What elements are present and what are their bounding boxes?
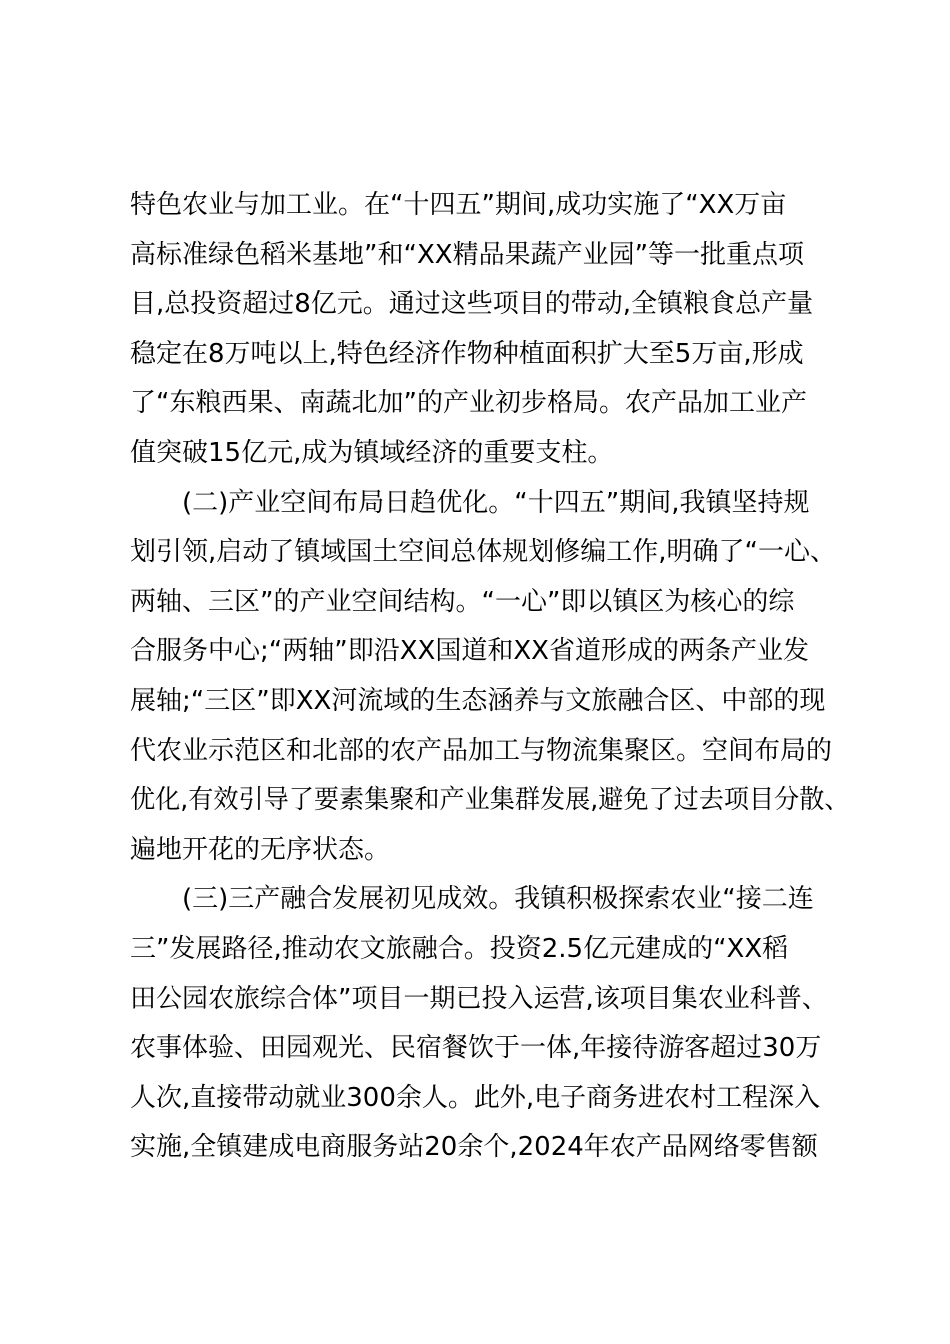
line-text: (二)产业空间布局日趋优化。“十四五”期间,我镇坚持规 bbox=[182, 487, 810, 518]
line-text: (三)三产融合发展初见成效。我镇积极探索农业“接二连 bbox=[182, 884, 814, 915]
line-text: 优化,有效引导了要素集聚和产业集群发展,避免了过去项目分散、 bbox=[130, 785, 850, 816]
line-text: 田公园农旅综合体”项目一期已投入运营,该项目集农业科普、 bbox=[130, 983, 828, 1014]
text-line bbox=[130, 429, 850, 479]
text-line bbox=[130, 975, 850, 1025]
text-line bbox=[130, 627, 850, 677]
line-text: 实施,全镇建成电商服务站20余个,2024年农产品网络零售额 bbox=[130, 1132, 818, 1163]
text-line bbox=[130, 826, 850, 876]
text-line bbox=[130, 925, 850, 975]
text-line bbox=[130, 330, 850, 380]
line-text: 值突破15亿元,成为镇域经济的重要支柱。 bbox=[130, 437, 614, 468]
paragraph-1 bbox=[130, 181, 850, 479]
text-line bbox=[130, 1024, 850, 1074]
line-text: 划引领,启动了镇域国土空间总体规划修编工作,明确了“一心、 bbox=[130, 537, 836, 568]
text-line bbox=[130, 776, 850, 826]
line-text: 特色农业与加工业。在“十四五”期间,成功实施了“XX万亩 bbox=[130, 190, 787, 220]
text-line bbox=[130, 1074, 850, 1124]
line-text: 展轴;“三区”即XX河流域的生态涵养与文旅融合区、中部的现 bbox=[130, 685, 826, 716]
text-line bbox=[130, 578, 850, 628]
text-line bbox=[130, 677, 850, 727]
text-line bbox=[130, 727, 850, 777]
text-line bbox=[130, 181, 850, 231]
line-text: 代农业示范区和北部的农产品加工与物流集聚区。空间布局的 bbox=[130, 735, 833, 766]
line-text: 合服务中心;“两轴”即沿XX国道和XX省道形成的两条产业发 bbox=[130, 636, 809, 667]
text-line bbox=[130, 1123, 850, 1173]
paragraph-2 bbox=[130, 479, 850, 876]
line-text: 稳定在8万吨以上,特色经济作物种植面积扩大至5万亩,形成 bbox=[130, 338, 804, 369]
text-line bbox=[130, 280, 850, 330]
line-text: 高标准绿色稻米基地”和“XX精品果蔬产业园”等一批重点项 bbox=[130, 239, 805, 270]
text-line bbox=[130, 379, 850, 429]
line-text: 了“东粮西果、南蔬北加”的产业初步格局。农产品加工业产 bbox=[130, 388, 807, 419]
line-text: 三”发展路径,推动农文旅融合。投资2.5亿元建成的“XX稻 bbox=[130, 933, 789, 964]
text-line bbox=[130, 231, 850, 281]
paragraph-3 bbox=[130, 875, 850, 1173]
line-text: 农事体验、田园观光、民宿餐饮于一体,年接待游客超过30万 bbox=[130, 1033, 822, 1064]
line-text: 目,总投资超过8亿元。通过这些项目的带动,全镇粮食总产量 bbox=[130, 289, 814, 320]
text-line bbox=[130, 528, 850, 578]
line-text: 两轴、三区”的产业空间结构。“一心”即以镇区为核心的综 bbox=[130, 586, 795, 617]
line-text: 人次,直接带动就业300余人。此外,电子商务进农村工程深入 bbox=[130, 1082, 821, 1113]
text-line bbox=[130, 479, 850, 529]
document-body bbox=[130, 181, 850, 1173]
text-line bbox=[130, 875, 850, 925]
line-text: 遍地开花的无序状态。 bbox=[130, 834, 391, 865]
